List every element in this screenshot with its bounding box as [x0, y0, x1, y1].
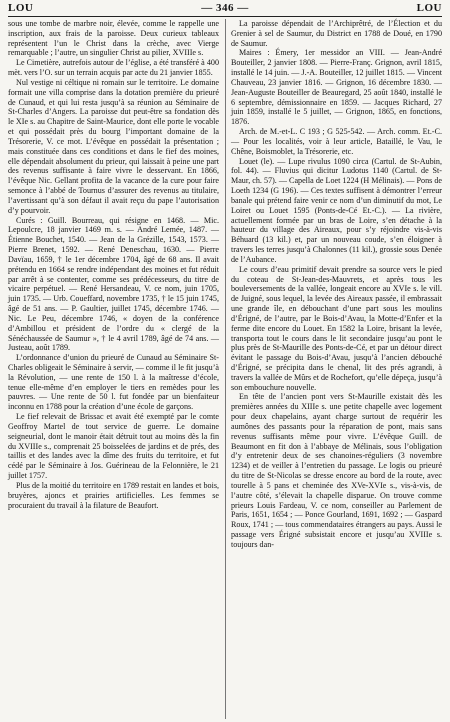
paragraph: La paroisse dépendait de l’Archiprêtré, de l’Élection et du Grenier à sel de Saumur, du District en 1788 de Doué, en 1790 de Saumur.	[231, 19, 442, 48]
references-note: Arch. de M.-et-L. C 193 ; G 525-542. — Arch. comm. Et.-C. — Pour les localités, voir à leur article, Bataillé, le Vau, le Chêne, Boismoblet, la Trésorerie, etc.	[231, 127, 442, 156]
page-number: — 346 —	[201, 2, 249, 14]
header-right-word: LOU	[416, 2, 442, 14]
paragraph: L’ordonnance d’union du prieuré de Cunaud au Séminaire St-Charles obligeait le Séminaire à servir, — comme il le fit jusqu’à la Révolution, — une rente de 150 l. à la maîtresse d’école, tenue elle-même d’en employer le tiers en remèdes pour les pauvres. — Une rente de 50 l. fut fondée par un bienfaiteur inconnu en 1788 pour la création d’une école de garçons.	[8, 353, 219, 412]
entry-louet: Louet (le). — Lupe rivulus 1090 circa (Cartul. de St-Aubin, fol. 44). — Fluvius qui dicitur Ludotus 1140 (Cartul. de St-Maur, ch. 57). — Capella de Loet 1224 (H Mélinais). — Pons de Loeth 1234 (G 196). — Ces textes suffisent à démontrer l’erreur banale qui prétend faire venir ce nom d’un diminutif du mot, Le Loiret ou Louet 1595 (Ponts-de-Cé Et.-C.). — La rivière, actuellement formée par un bras de Loire, s’en détache à la hauteur du village des Aireaux, pour s’y réjoindre vis-à-vis Béhuard (13 kil.) et, par un nouveau coude, s’en éloigner à travers les terres jusqu’à Chalonnes (11 kil.), grossie sous Denée de l’Aubance.	[231, 156, 442, 264]
paragraph: Le fief relevait de Brissac et avait été exempté par le comte Geoffroy Martel de tout service de guerre. Le domaine seigneurial, dont le manoir était détruit tout au moins dès la fin du XVIIIe s., comprenait 25 boisselées de jardins et de prés, des taillis et des landes avec la dîme des fruits du territoire, et fut cédé par le Séminaire à Jos. Guérineau de la Felonnière, le 21 juillet 1757.	[8, 412, 219, 481]
left-column	[8, 19, 219, 510]
running-header	[8, 0, 442, 16]
paragraph: Plus de la moitié du territoire en 1789 restait en landes et bois, bruyères, ajoncs et prairies artificielles. Les femmes se procuraient du travail à la filature de Beaufort.	[8, 480, 219, 510]
paragraph: En tête de l’ancien pont vers St-Maurille existait dès les premières années du XIIIe s. une petite chapelle avec logement pour deux chapelains, ayant charge surtout de requérir les aumônes des passants pour la réparation de pont, mais sans revenus suffisants même pour vivre. L’évêque Guill. de Beaumont en fit don à l’abbaye de Mélinais, sous l’obligation d’y entretenir deux de ses chanoines-réguliers (3 novembre 1234) et de veiller à l’entretien du passage. Le logis ou prieuré du titre de St-Nicolas se dresse encore au bord de la route, avec tourelle à 5 pans et cheminée des XVe-XVIe s., vis-à-vis, de l’autre côté, s’élevait la chapelle disparue. On trouve comme prieurs Louis Fardeau, V. ce nom, conseiller au Parlement de Paris, 1651, 1654 ; — Ponce Gourland, 1691, 1692 ; — Gaspard Roux, 1741 ; — tous commendataires étrangers au pays. Aussi le passage vers Érigné subsistait encore et jusqu’au XVIIIe s. toujours dan-	[231, 392, 442, 549]
paragraph: Maires : Émery, 1er messidor an VIII. — Jean-André Bouteiller, 2 janvier 1808. — Pierre-Franç. Grignon, avril 1815, installé le 14 juin. — J.-A. Bouteiller, 12 juillet 1815. — Vincent Chauveau, 23 janvier 1816. — Grignon, 16 décembre 1830. — Jean-Auguste Bouteiller de Beauregard, 25 août 1840, installé le 6 septembre, démissionnaire en 1859. — Jacques Richard, 27 juin 1859, installé le 5 juillet, — Grignon, 1865, en fonctions, 1876.	[231, 48, 442, 127]
paragraph: Curés : Guill. Bourreau, qui résigne en 1468. — Mic. Lepoulcre, 18 janvier 1469 m. s. — André Lemée, 1487. — Étienne Bouchet, 1540. — Jean de la Grézille, 1543, 1573. — Pierre Brenet, 1592. — René Deneschau, 1630. — Pierre Davïau, 1659, † le 1er décembre 1704, âgé de 68 ans. Il avait prétendu en 1664 se rendre indépendant des moines et fut réduit par arrêt à se contenter, comme ses prédécesseurs, du titre de vicaire perpétuel. — René Hersandeau, V. ce nom, juin 1705, juin 1735. — Urb. Coueffard, novembre 1735, † le 15 juin 1745, âgé de 51 ans. — P. Gaultier, juillet 1745, décembre 1746. — Nic. Le Peu, décembre 1746, « doyen de la conférence d’Ambillou et président de l’ordre du « clergé de la Sénéchaussée de Saumur », † le 4 avril 1789, âgé de 74 ans. — Justeau, août 1789.	[8, 215, 219, 353]
header-left-word: LOU	[8, 2, 34, 14]
paragraph: Le Cimetière, autrefois autour de l’église, a été transféré à 400 mèt. vers l’O. sur un terrain acquis par acte du 21 janvier 1855.	[8, 58, 219, 78]
paragraph: Nul vestige ni céltique ni romain sur le territoire. Le domaine formait une villa comprise dans la dotation première du prieuré de Cunaud, et qui lui resta jusqu’à sa réunion au Séminaire de St-Charles d’Angers. La paroisse dut peut-être sa fondation dès le XIe s. au Chapitre de Saint-Maurice, dont elle porte le vocable et qui possédait près du bourg l’important domaine de la Trésorerie, V. ce mot. L’évêque en possédait la présentation ; mais constituée dans ces conditions et dans le fief des moines, elle dépendait absolument du prieur, qui laissait à peine une part des revenus suffisante à faire vivre le desservant. En 1866, l’évêque Nic. Gellant profita de la vacance de la cure pour faire semonce à l’abbé de Tournus d’assurer des revenus au titulaire, l’avertissant qu’à son défaut il avait reçu du pape l’autorisation d’y pourvoir.	[8, 77, 219, 215]
right-column	[231, 19, 442, 550]
paragraph: sous une tombe de marbre noir, élevée, comme le rappelle une inscription, aux frais de la paroisse. Deux curieux tableaux représentent l’un le Christ dans la crèche, avec Vierge remarquable ; l’autre, un singulier Christ au pilier, XVIIIe s.	[8, 19, 219, 58]
column-divider	[225, 19, 226, 719]
header-rule	[8, 16, 442, 17]
paragraph: Le cours d’eau primitif devait prendre sa source vers le pied du coteau de St-Jean-des-Mauvrets, et après tous les bouleversements de la vallée, longeait encore au XVIe s. le vill. de Juigné, sous lequel, la levée des Aireaux passée, il embrassait une grande île, en débouchant d’une part sous les moulins d’Érigné, de l’autre, par le Bois-d’Avau, la Motte-d’Enfer et la ferme dite encore du Louet. En 1582 la Loire, brisant la levée, transporta tout le cours dans le lit secondaire jusqu’au pont le plus près de St-Maurille des Ponts-de-Cé, et par un détour direct évitant le passage du Bois-d’Avau, jusqu’à l’ancien débouché d’Érigné, se précipita dans le chenal, lit des prés agrandi, à travers la vallée de Mûrs et de Rochefort, qu’elle dépeça, jusqu’à son embouchure nouvelle.	[231, 264, 442, 392]
